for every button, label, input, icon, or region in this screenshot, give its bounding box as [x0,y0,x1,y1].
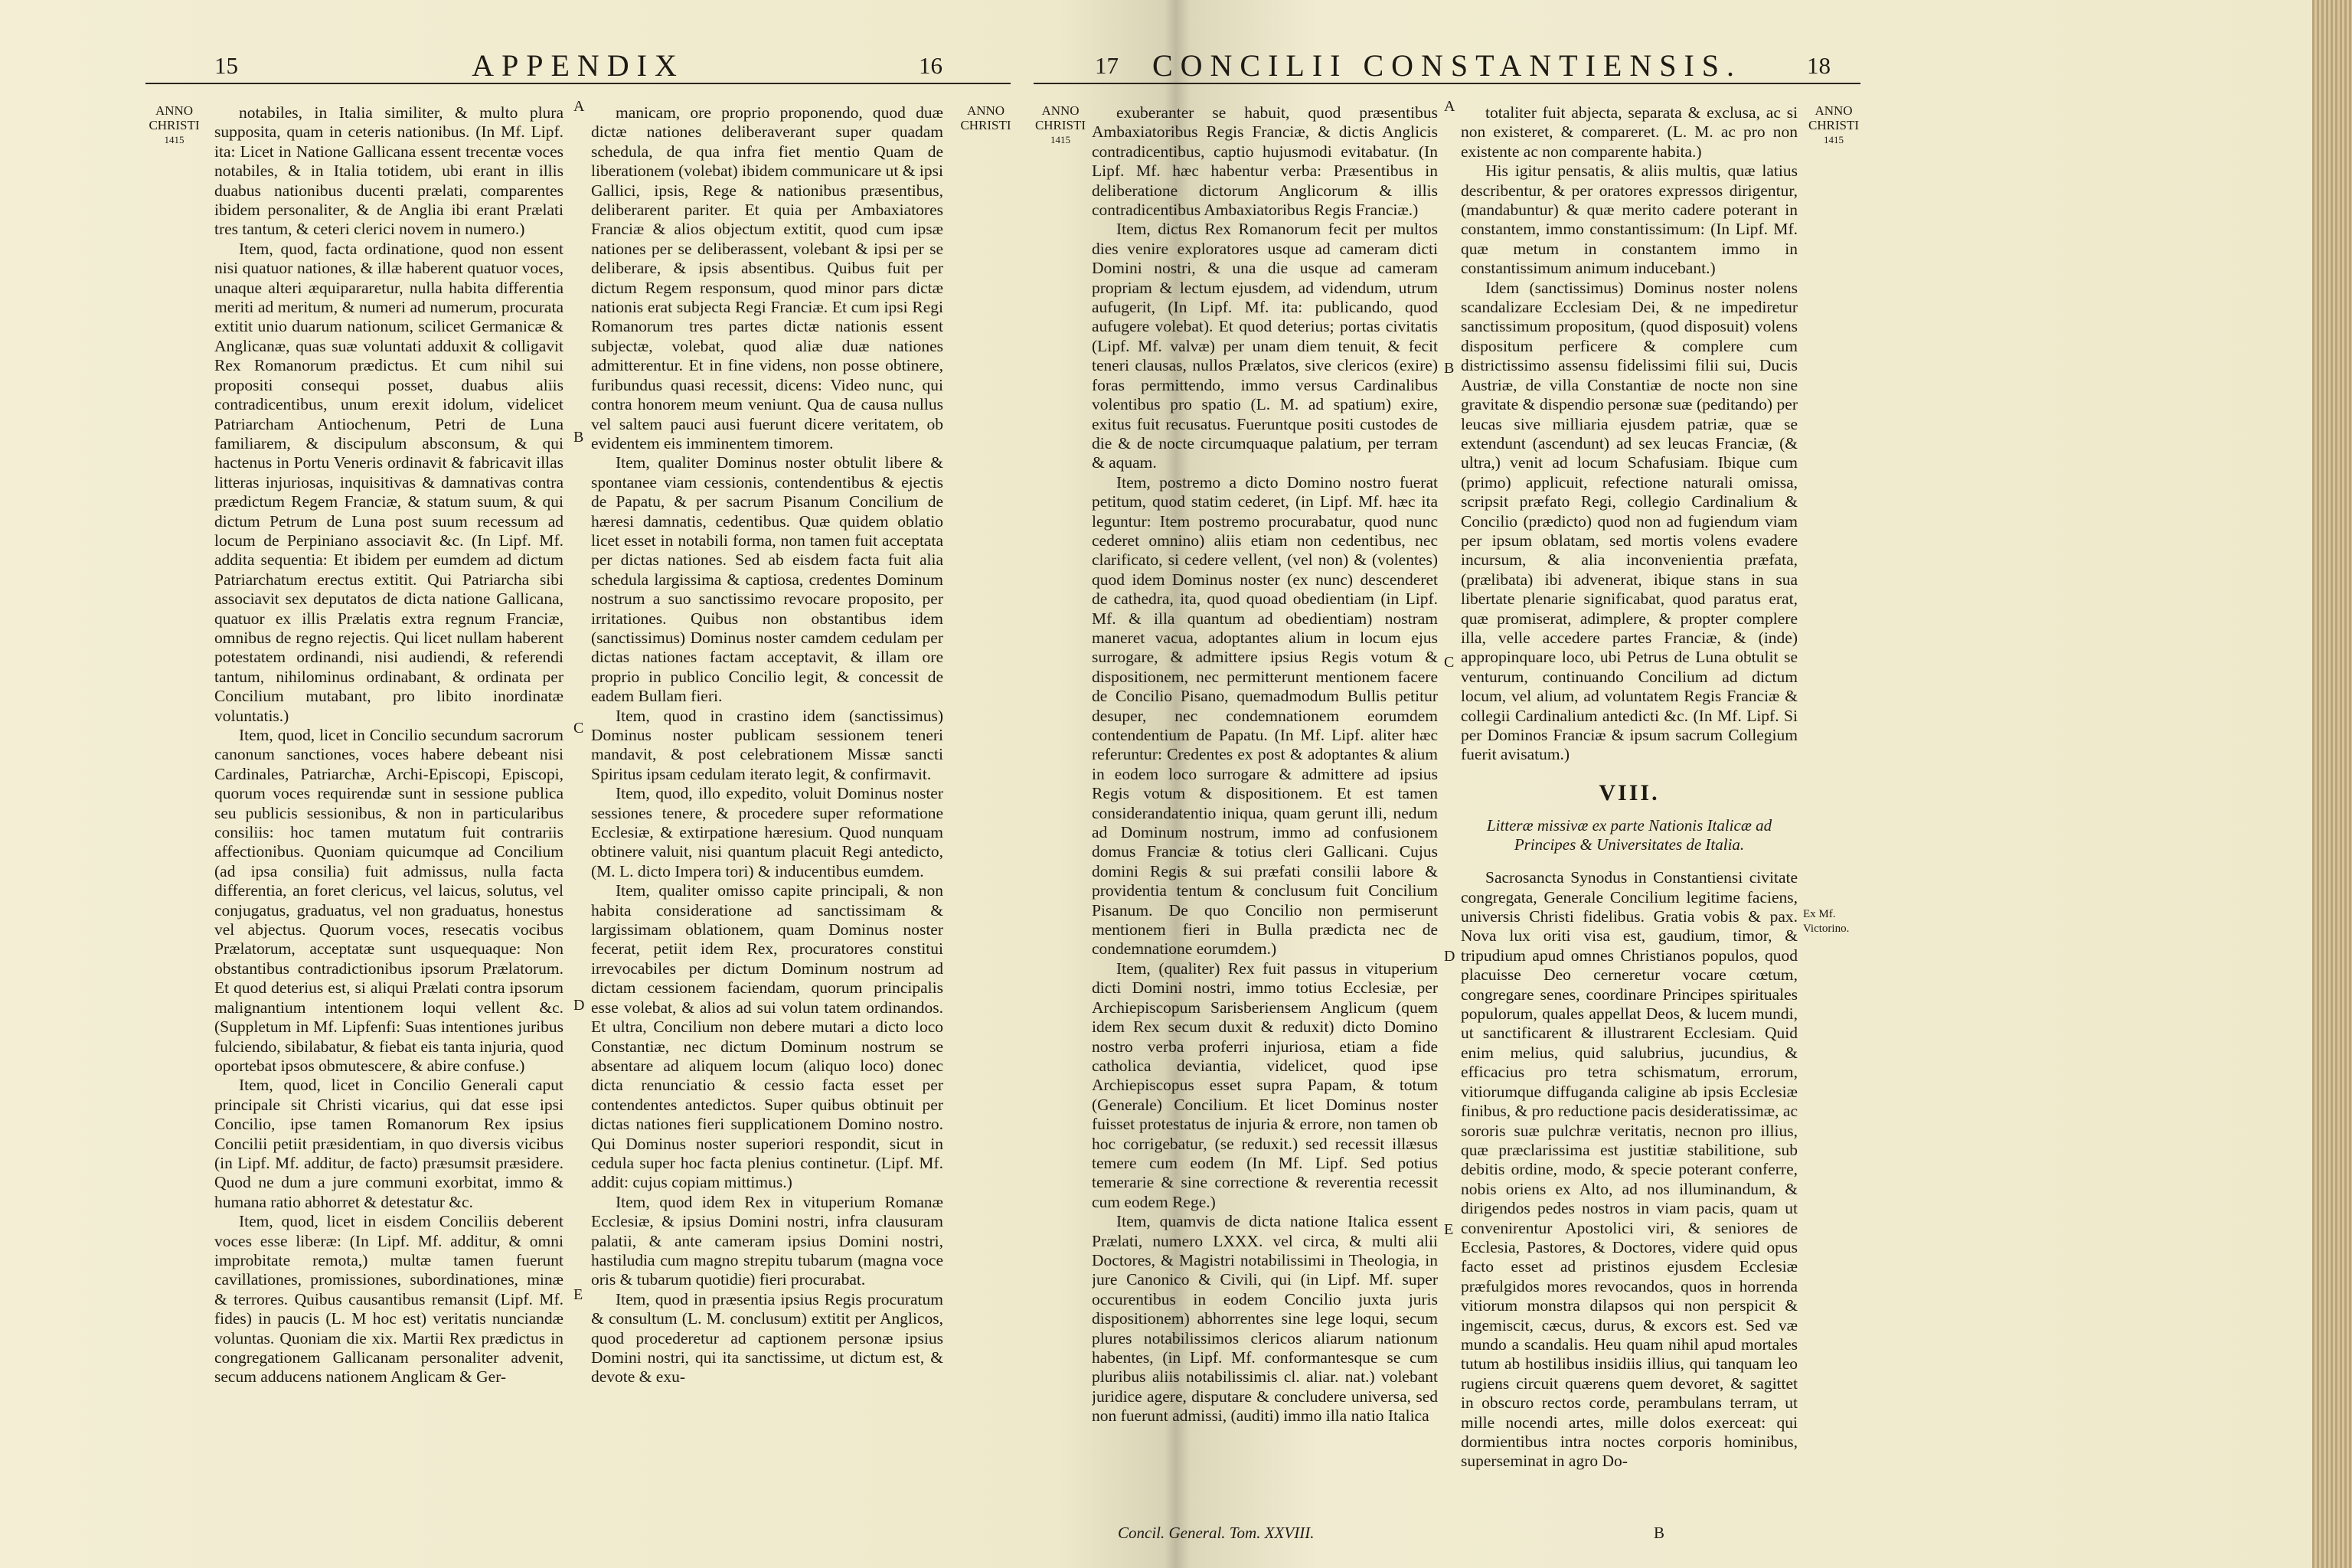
source-side-note: Ex Mf. Victorino. [1803,908,1850,935]
page-number: 15 [214,52,238,79]
paragraph: Item, dictus Rex Romanorum fecit per multos dies venire exploratores usque ad cameram dicti Domini nostri, & una die usque ad cameram propriam & lectum ejusdem, ad videndum, utrum aufugerit, (In Lipf. Mf. ita: publicando, quod aufugere volebat). Et quod deterius; portas civitatis (Lipf. Mf. valvæ) per unam diem tenuit, & fecit teneri clausas, nullos Prælatos, sive clericos (exire) foras permittendo, immo versus Cardinalibus volentibus pro spatio (L. M. ad spatium) exire, exitus fuit recusatus. Fueruntque positi custodes de die & de nocte circumquaque palatium, per terram & aquam. [1092,220,1438,472]
paragraph: Item, quod idem Rex in vituperium Romanæ Ecclesiæ, & ipsius Domini nostri, infra clausuram palatii, & ante cameram ipsius Domini nostri, hastiludia cum magno strepitu tubarum (magna voce oris & tubarum quotidie) fieri procurabat. [591,1192,943,1289]
text-column-left [1092,103,1438,1512]
paragraph: Item, quod, licet in Concilio Generali caput principale sit Christi vicarius, qui dat esse ipsi Concilio, ipse tamen Romanorum Rex ipsius Concilii petiit præsidentiam, in quo diversis vicibus (in Lipf. Mf. additur, de facto) præsumsit præsidere. Quod ne dum a jure communi exorbitat, immo & humana ratio abhorret & detestatur &c. [214,1076,564,1211]
section-title: Litteræ missivæ ex parte Nationis Italicæ ad Principes & Universitates de Italia. [1486,816,1772,854]
margin-note-anno-christi: ANNO CHRISTI 1415 [1808,103,1860,145]
paragraph: Item, quod, licet in Concilio secundum sacrorum canonum sanctiones, voces habere debeant nisi Cardinales, Patriarchæ, Archi-Episcopi, Episcopi, quorum voces requirendæ sunt in sessione publica seu publicis sessionibus, & non in particularibus consiliis: hoc tamen mutatum fuit contrariis affectionibus. Quoniam quicumque ad Concilium (ad ipsa consilia) fuit admissus, nulla facta differentia, an foret clericus, vel laicus, solutus, vel conjugatus, graduatus, vel non graduatus, honestus vel abjectus. Quorum voces, resecatis vocibus Prælatorum, acceptatæ sunt usquequaque: Non obstantibus contradictionibus ipsorum Prælatorum. Et quod deterius est, si aliqui Prælati contra ipsorum malignantium intentionem loqui vellent &c. (Suppletum in Mf. Lipfenfi: Suas intentiones juribus fulciendo, sibilabatur, & fiebat eis tanta injuria, quod oportebat ipsos obmutescere, & abire confuse.) [214,726,564,1075]
paragraph: manicam, ore proprio proponendo, quod duæ dictæ nationes deliberaverant super quadam schedula, de qua infra fiet mentio Quam de liberationem (volebat) ibidem communicare ut & ipsi Gallici, ipsis, Rege & nationibus præsentibus, deliberarent pariter. Et quia per Ambaxiatores Franciæ & alios objectum extitit, quod cum ipsæ nationes per se deliberassent, volebant & ipsi per se deliberare, & ipsis absentibus. Quibus fuit per dictum Regem responsum, quod minor pars dictæ nationis erat subjecta Regi Franciæ. Et cum ipsi Regi Romanorum tres partes dictæ nationis essent subjectæ, volebat, quod aliæ duæ nationes admitterentur. Et in fine videns, non posse obtinere, furibundus quasi recessit, dicens: Video nunc, qui contra honorem meum veniunt. Qua de causa nullus vel saltem pauci ausi fuerunt dicere veritatem, ob evidentem eis imminentem timorem. [591,103,943,452]
page-title: APPENDIX [472,48,684,83]
section-letter: B [1444,360,1455,377]
paragraph: Item, postremo a dicto Domino nostro fuerat petitum, quod statim cederet, (in Lipf. Mf. hæc ita leguntur: Item postremo procurabatur, quod nunc cederet omnino) aliis etiam non cedentibus, nec clarificato, si cedere vellent, (vel non) & (volentes) quod idem Dominus noster (ex nunc) descenderet de cathedra, ita, quod quoad obedientiam (in Lipf. Mf. & illa quantum ad obedientiam) nostram maneret vacua, adoptantes alium in locum ejus surrogare, & admittere ipsius Regis votum & dispositionem, nec permitterunt mentionem facere de Concilio Pisano, quemadmodum Bullis petitur desuper, nec condemnationem eorumdem contendentium de Papatu. (In Mf. Lipf. aliter hæc referuntur: Credentes ex post & adoptantes & alium in eodem loco surrogare & admittere ad ipsius Regis votum & dispositionem. Et est tamen considerandatentio iniqua, quam gerunt illi, nedum ad Dominum nostrum, immo ad confusionem domus Franciæ & totius cleri Gallicani. Cujus domini Regis & sui præfati consilii labore & providentia tentum & conclusum fuit Concilium Pisanum. De quo Concilio non permiserunt mentionem fieri in Bulla prædicta nec de condemnatione eorumdem.) [1092,472,1438,959]
section-letter: E [573,1286,583,1303]
head-rule [1034,83,1860,84]
running-head-left [145,46,1011,92]
section-number: VIII. [1599,779,1660,805]
paragraph: Item, qualiter omisso capite principali, & non habita consideratione ad sanctissimam & largissimam oblationem, quam Dominus noster fecerat, petiit idem Rex, procuratores constitui irrevocabiles per dictum Dominum nostrum ad dictam cessionem faciendam, quorum principalis esse volebat, & alios ad sui volun tatem ordinandos. Et ultra, Concilium non debere mutari a dicto loco Constantiæ, nec dictum Dominum nostrum se absentare ad aliquem locum (aliquo loco) donec dicta renunciatio & cessio facta esset per contendentes antedictos. Super quibus obtinuit per dictas nationes fieri supplicationem Domino nostro. Qui Dominus noster superiori respondit, sicut in cedula super hoc facta plenius continetur. (Lipf. Mf. addit: cujus copiam mittimus.) [591,881,943,1192]
section-letter: D [573,997,585,1014]
paragraph: Item, quod, facta ordinatione, quod non essent nisi quatuor nationes, & illæ haberent quatuor voces, unaque alteri æquipararetur, nulla habita differentia meriti ad meritum, & numeri ad numerum, procurata extitit unio duarum nationum, scilicet Germanicæ & Anglicanæ, quas suæ voluntati adduxit & colligavit Rex Romanorum prædictus. Et cum nihil sui propositi consequi posset, duabus aliis contradicentibus, unum erexit idolum, videlicet Patriarcham Antiochenum, Petri de Luna familiarem, & discipulum absconsum, & qui hactenus in Portu Veneris ordinavit & fabricavit illas litteras injuriosas, inquisitivas & damnativas contra prædictum Regem Franciæ, & statum suum, & qui dictum Petrum de Luna post suum recessum ad locum de Perpiniano associavit &c. (In Lipf. Mf. addita sequentia: Et ibidem per eumdem ad dictum Patriarchatum erectus extitit. Qui Patriarcha sibi associavit sex deputatos de dicta natione Gallicana, quatuor ex illis Prælatis extra regnum Franciæ, omnibus de regno rejectis. Qui licet nullam haberent potestatem ordinandi, nisi audiendi, & referendi tantum, nihilominus ordinabant, & ordinata per Concilium mutabant, pro libito inordinatæ voluntatis.) [214,239,564,725]
text-column-right [1461,103,1798,1512]
section-letter: A [1444,98,1455,115]
paragraph: notabiles, in Italia similiter, & multo plura supposita, quam in ceteris nationibus. (In Mf. Lipf. ita: Licet in Natione Gallicana essent trecentæ voces notabiles, & in Italia totidem, ubi erant in illis duabus nationibus ducenti prælati, comparentes ibidem personaliter, & de Anglia ibi erant Prælati tres tantum, & ceteri clerici novem in numero.) [214,103,564,239]
paragraph: totaliter fuit abjecta, separata & exclusa, ac si non existeret, & compareret. (L. M. ac pro non existente ac non comparente habita.) [1461,103,1798,161]
section-letter: C [573,720,584,737]
paragraph: Item, (qualiter) Rex fuit passus in vituperium dicti Domini nostri, immo totius Ecclesiæ, per Archiepiscopum Sarisberiensem Anglicum (quem idem Rex secum duxit & reduxit) dicto Domino nostro verba proferri injuriosa, etiam a fide catholica deviantia, videlicet, quod ipse Archiepiscopus esset supra Papam, & totum (Generale) Concilium. Et licet Dominus noster fuisset protestatus de injuria & errore, non tamen ob hoc corrigebatur, (se reduxit.) sed recessit illæsus temere cum eodem (In Mf. Lipf. Sed potius temerarie & sine correctione & reverentia recessit cum eodem Rege.) [1092,959,1438,1211]
paragraph: Item, qualiter Dominus noster obtulit libere & spontanee viam cessionis, contendentibus & ejectis de Papatu, & per sacrum Pisanum Concilium de hæresi damnatis, cedentibus. Quæ quidem oblatio licet esset in notabili forma, non tamen fuit acceptata per dictas nationes. Sed ab eisdem facta fuit alia schedula largissima & captiosa, credentes Dominum nostrum a suo sanctissimo revocare proposito, per irritationes. Quibus non obstantibus idem (sanctissimus) Dominus noster camdem cedulam per dictas nationes factam acceptavit, & illam ore proprio in publico Concilio legit, & concessit de eadem Bullam fieri. [591,453,943,706]
section-letter: E [1444,1221,1454,1238]
page-number: 16 [919,52,942,79]
left-page [145,46,1011,1547]
paragraph: Item, quod in crastino idem (sanctissimus) Dominus noster publicam sessionem teneri mandavit, & post celebrationem Missæ sancti Spiritus ipsam cedulam iterato legit, & confirmavit. [591,706,943,783]
section-letter: B [573,429,584,446]
paragraph: Item, quod, licet in eisdem Conciliis deberent voces esse liberæ: (In Lipf. Mf. additur, & omni improbitate remota,) multæ tamen fuerunt cavillationes, promissiones, subordinationes, minæ & terrores. Quibus causantibus remansit (Lipf. Mf. fides) in paucis (L. M hoc est) veritatis nunciandæ voluntas. Quoniam die xix. Martii Rex prædictus in congregationem Gallicanam personaliter advenit, secum adducens nationem Anglicam & Ger- [214,1212,564,1387]
head-rule [145,83,1011,84]
section-letter: A [573,98,585,115]
paragraph: Item, quod, illo expedito, voluit Dominus noster sessiones tenere, & procedere super reformatione Ecclesiæ, & extirpatione hæresium. Quod nunquam obtinere valuit, nisi quantum placuit Regi antedicto, (M. L. dicto Impera tori) & inducentibus eumdem. [591,784,943,880]
margin-note-anno-christi: ANNO CHRISTI 1415 [149,103,200,145]
footer-volume-reference: Concil. General. Tom. XXVIII. [1118,1524,1315,1542]
footer-signature-mark: B [1654,1524,1665,1542]
text-column-left [214,103,564,1512]
paragraph: Item, quamvis de dicta natione Italica essent Prælati, numero LXXX. vel circa, & multi alii Doctores, & Magistri notabilissimi in Theologia, in jure Canonico & Civili, qui (in Lipf. Mf. super occurentibus in eodem Concilio juxta juris dispositionem) abhorrentes sine lege loqui, secum plures notabilissimos clericos aliarum nationum habentes, (in Lipf. Mf. conformantesque se cum pluribus aliis notabilissimis cl. aliar. nat.) volebant juridice agere, disputare & concludere universa, sed non fuerunt admissi, (auditi) immo illa natio Italica [1092,1212,1438,1426]
paragraph: His igitur pensatis, & aliis multis, quæ latius describentur, & per oratores expressos dirigentur, (mandabuntur) & quæ merito cadere poterant in constantem, immo constantissimum: (In Lipf. Mf. quæ metum in constantem immo in constantissimum animum inducebant.) [1461,162,1798,278]
section-letter: C [1444,654,1455,671]
paragraph: Item, quod in præsentia ipsius Regis procuratum & consultum (L. M. conclusum) extitit per Anglicos, quod procederetur ad captionem personæ ipsius Domini nostri, qui ita sanctissime, ut dictum est, & devote & exu- [591,1289,943,1387]
margin-note-anno-christi: ANNO CHRISTI 1415 [1034,103,1086,145]
section-letter: D [1444,948,1455,965]
page-number: 17 [1095,52,1119,79]
margin-note-anno-christi: ANNO CHRISTI [960,103,1011,132]
paragraph: Sacrosancta Synodus in Constantiensi civitate congregata, Generale Concilium legitime faciens, universis Christi fidelibus. Gratia vobis & pax. Nova lux oriti visa est, gaudium, timor, & tripudium apud omnes Christianos populos, quod placuisse Deo cerneretur vocare cœtum, congregare senes, coordinare Principes spirituales populorum, quales appellat Deos, & lucem mundi, ut sanctificarent & illustrarent Ecclesiam. Quid enim melius, quid salubrius, jucundius, & efficacius pro tetra schismatum, errorum, vitiorumque diffuganda caligine ab ipsis Ecclesiæ finibus, & pro reductione pacis desideratissimæ, ac sororis suæ pulchræ veritatis, necnon pro illius, quæ præclarissima est justitiæ stabilitione, sub debitis ordine, modo, & specie poterant conferre, nobis oriens ex Alto, ad nos illuminandum, & dirigendos pedes nostros in viam pacis, quam ut convenirentur Apostolici viri, & seniores de Ecclesia, Pastores, & Doctores, videre quid opus facto esset ad pristinos ejusdem Ecclesiæ præfulgidos mores revocandos, quos in horrenda vitiorum monstra dilapsos qui non perspicit & ingemiscit, cæcus, durus, & excors est. Sed væ mundo a scandalis. Heu quam nihil apud mortales tutum ab hostilibus insidiis illius, qui tanquam leo rugiens circuit quærens quem devoret, & sagittet in obscuro rectos corde, perambulans terram, ut mille nocendi artes, mille dolos exerceat: qui dormientibus intra noctes corporis hominibus, superseminat in agro Do- [1461,868,1798,1471]
page-title: CONCILII CONSTANTIENSIS. [1152,48,1743,83]
paragraph: Idem (sanctissimus) Dominus noster nolens scandalizare Ecclesiam Dei, & ne impediretur sanctissimum propositum, (quod disposuit) volens dispositum perficere & complere cum districtissimo assensu fidelissimi filii sui, Ducis Austriæ, de villa Constantiæ de nocte non sine gravitate & dispendio personæ suæ (peditando) per leucas sive milliaria ejusdem patriæ, quæ se extendunt (ascendunt) ad sex leucas Franciæ, (& ultra,) venit ad locum Schafusiam. Ibique cum (primo) applicuit, refectione naturali omissa, scripsit præfato Regi, collegio Cardinalium & Concilio (prædicto) quod non ad fugiendum viam per ipsum oblatam, sed mortis volens evadere incursum, & alia inconvenientia præfata, (prælibata) ibi advenerat, ibique stans in sua libertate plenarie significabat, quod paratus erat, quæ promiserat, adimplere, & propter complere illa, velle accedere partes Franciæ, & (inde) appropinquare loco, ubi Petrus de Luna obtulit se venturum, continuando Concilium ad dictum locum, vel alium, ad voluntatem Regis Franciæ & collegii Cardinalium antedicti &c. (In Mf. Lipf. Si per Dominos Franciæ & ipsum sacrum Collegium fuerit avisatum.) [1461,278,1798,764]
page-number: 18 [1807,52,1831,79]
text-column-right [591,103,943,1512]
running-head-right [1034,46,1860,92]
paragraph: exuberanter se habuit, quod præsentibus Ambaxiatoribus Regis Franciæ, & dictis Anglicis contradicentibus, captio hujusmodi evitabatur. (In Lipf. Mf. hæc habentur verba: Præsentibus in deliberatione dictorum Anglicorum & illis contradicentibus Ambaxiatoribus Regis Franciæ.) [1092,103,1438,220]
right-page [1034,46,1860,1547]
book-fore-edge [2312,0,2352,1568]
